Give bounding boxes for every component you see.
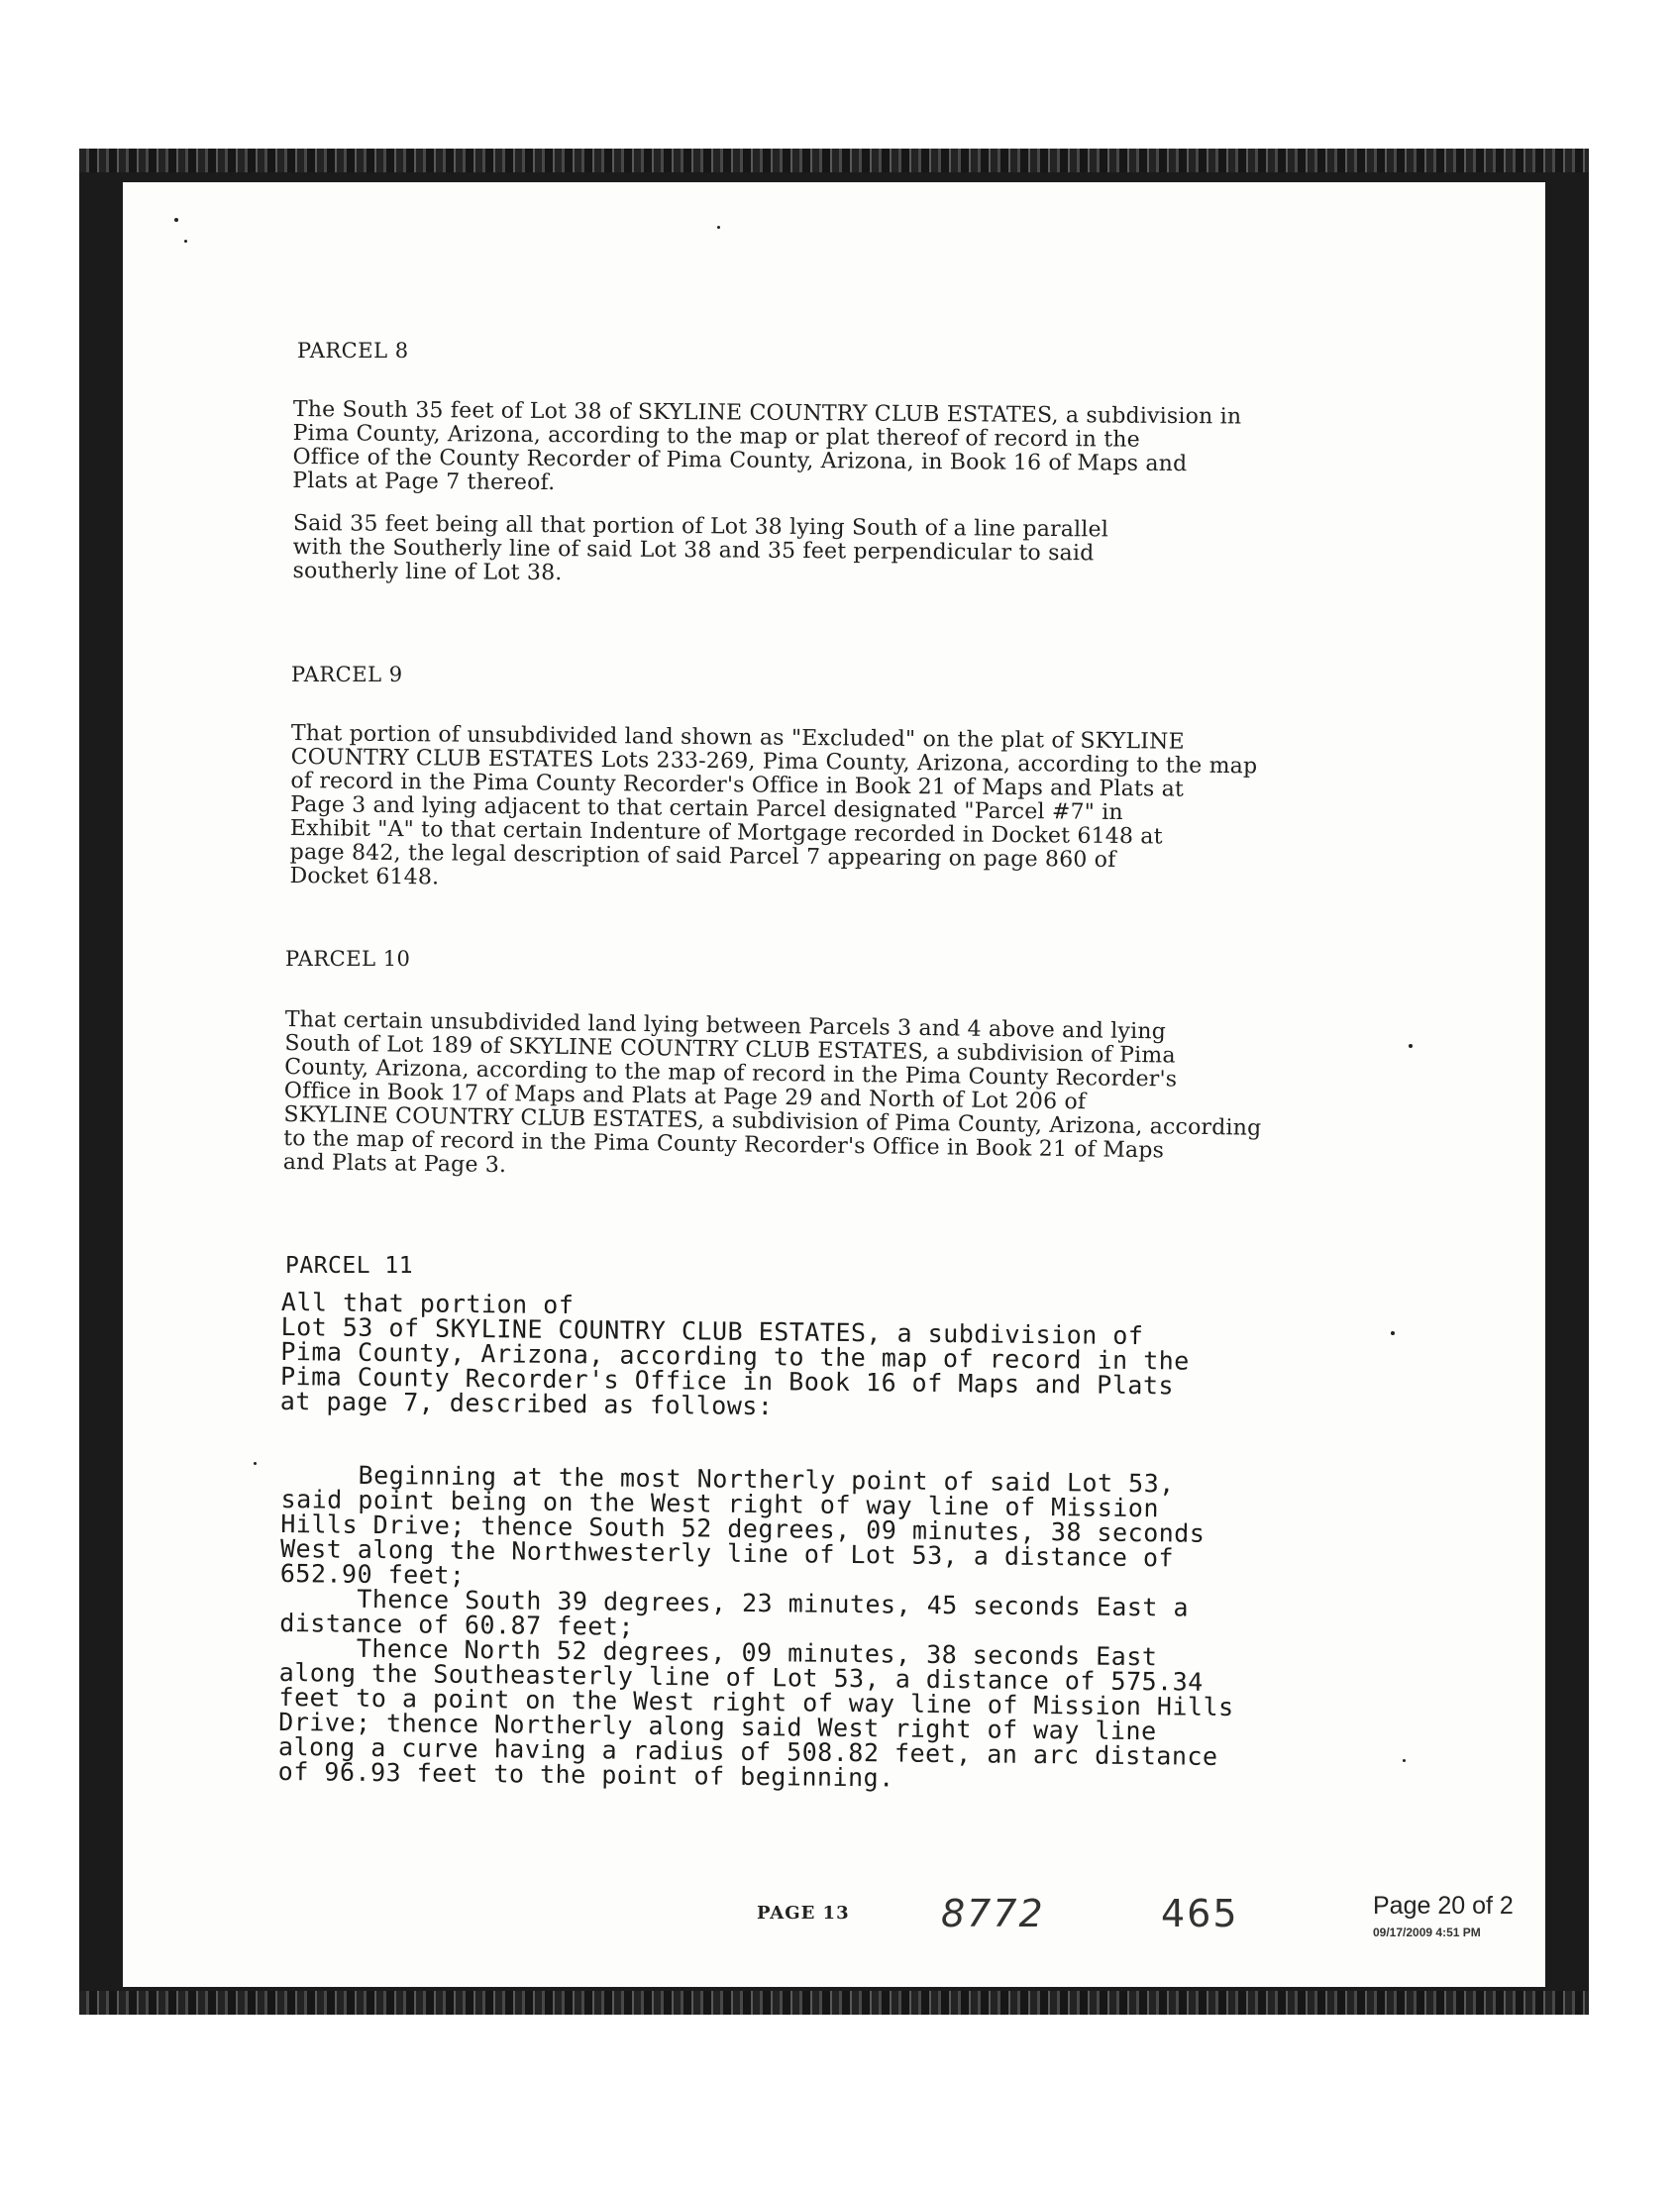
scan-speck: [1391, 1331, 1395, 1335]
parcel-10-paragraph: That certain unsubdivided land lying between Parcels 3 and 4 above and lying South of Lot 189 of SKYLINE COUNTRY CLUB ESTATES, a subdivision of Pima County, Arizona, according to the map of record in the Pima County Recorder's Office in Book 17 of Maps and Plats at Page 29 and North of Lot 206 of SKYLINE COUNTRY CLUB ESTATES, a subdivision of Pima County, Arizona, according to the map of record in the Pima County Recorder's Office in Book 21 of Maps and Plats at Page 3.: [282, 1007, 1262, 1179]
page-count: Page 20 of 2: [1373, 1892, 1514, 1920]
scan-speck: [254, 1462, 257, 1465]
parcel-8-heading: PARCEL 8: [297, 339, 409, 363]
scan-speck: [1403, 1759, 1406, 1762]
docket-stamp: 8772: [941, 1892, 1045, 1935]
document-page: [123, 182, 1545, 1987]
scan-speck: [1409, 1044, 1413, 1048]
parcel-11-heading: PARCEL 11: [285, 1253, 414, 1279]
parcel-9-heading: PARCEL 9: [291, 663, 403, 686]
page-number-label: PAGE 13: [757, 1903, 850, 1924]
parcel-11-description: Beginning at the most Northerly point of said Lot 53, said point being on the West right of way line of Mission Hills Drive; thence South 52 degrees, 09 minutes, 38 seconds West along the Northwesterly line of Lot 53, a distance of 652.90 feet; Thence South 39 degrees, 23 minutes, 45 seconds East a distance of 60.87 feet; Thence North 52 degrees, 09 minutes, 38 seconds East along the Southeasterly line of Lot 53, a distance of 575.34 feet to a point on the West right of way line of Mission Hills Drive; thence Northerly along said West right of way line along a curve having a radius of 508.82 feet, an arc distance of 96.93 feet to the point of beginning.: [277, 1460, 1234, 1793]
parcel-10-heading: PARCEL 10: [285, 947, 411, 971]
page-stamp: 465: [1161, 1892, 1239, 1935]
scan-speck: [184, 240, 187, 243]
parcel-9-paragraph: That portion of unsubdivided land shown as "Excluded" on the plat of SKYLINE COUNTRY CLUB ESTATES Lots 233-269, Pima County, Arizona, according to the map of record in the Pima County Recorder's Office in Book 21 of Maps and Plats at Page 3 and lying adjacent to that certain Parcel designated "Parcel #7" in Exhibit "A" to that certain Indenture of Mortgage recorded in Docket 6148 at page 842, the legal description of said Parcel 7 appearing on page 860 of Docket 6148.: [289, 721, 1258, 890]
scan-speck: [174, 218, 178, 222]
parcel-11-intro: All that portion of Lot 53 of SKYLINE COUNTRY CLUB ESTATES, a subdivision of Pima County, Arizona, according to the map of record in the Pima County Recorder's Office in Book 16 of Maps and Plats at page 7, described as follows:: [279, 1288, 1190, 1421]
parcel-8-paragraph-1: The South 35 feet of Lot 38 of SKYLINE COUNTRY CLUB ESTATES, a subdivision in Pima County, Arizona, according to the map or plat thereof of record in the Office of the County Recorder of Pima County, Arizona, in Book 16 of Maps and Plats at Page 7 thereof.: [292, 397, 1242, 496]
parcel-8-paragraph-2: Said 35 feet being all that portion of Lot 38 lying South of a line parallel with the Southerly line of said Lot 38 and 35 feet perpendicular to said southerly line of Lot 38.: [292, 511, 1109, 586]
scan-speck: [717, 226, 720, 229]
print-timestamp: 09/17/2009 4:51 PM: [1373, 1926, 1481, 1939]
